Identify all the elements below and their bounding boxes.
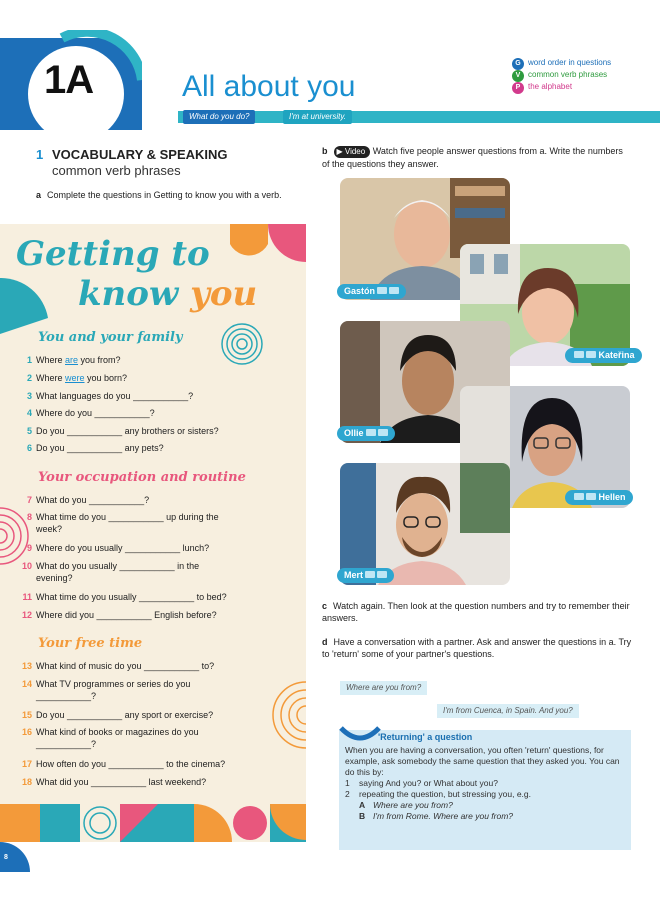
- question-number: 5: [26, 426, 32, 436]
- video-tag-label: Video: [344, 146, 366, 156]
- tip-title: 'Returning' a question: [378, 732, 473, 742]
- question-number: 1: [26, 355, 32, 365]
- group-heading: Your occupation and routine: [38, 470, 246, 485]
- question-text: Do you ___________ any pets?: [36, 443, 164, 453]
- task-label: b: [322, 146, 328, 156]
- question-text: Where: [36, 373, 66, 383]
- question-item: [21, 560, 236, 584]
- question-text: What time do you usually ___________ to bed?: [36, 592, 227, 602]
- example-answer: are: [65, 355, 79, 365]
- task-c: [322, 600, 632, 624]
- question-number: 2: [26, 373, 32, 383]
- card-title: Getting to: [16, 234, 210, 274]
- question-text: What TV programmes or series do you ___________?: [36, 679, 191, 701]
- decorative-tile-strip: [0, 804, 306, 842]
- section-subtitle: common verb phrases: [52, 163, 181, 178]
- speaker-label: B: [359, 811, 366, 821]
- question-item: [26, 407, 155, 419]
- question-text: you born?: [84, 373, 128, 383]
- question-number: 15: [21, 710, 32, 720]
- person-name: Hellen: [598, 492, 626, 502]
- task-text: Watch again. Then look at the question numbers and try to remember their answers.: [322, 601, 630, 623]
- topic-grammar: [512, 58, 652, 67]
- caption-icon: [574, 493, 584, 500]
- question-text: Do you ___________ any brothers or sisters?: [36, 426, 219, 436]
- tip-example-line: [359, 811, 627, 822]
- question-number: 4: [26, 408, 32, 418]
- page-number-tab: [0, 842, 30, 872]
- task-label: a: [36, 190, 42, 200]
- question-number: 14: [21, 679, 32, 689]
- task-b: [322, 145, 632, 170]
- tip-example: [345, 800, 627, 822]
- caption-icon: [378, 429, 388, 436]
- tip-arc-icon: [339, 726, 381, 742]
- card-title-know: know: [78, 274, 179, 314]
- topic-label: common verb phrases: [528, 70, 608, 79]
- question-item: [26, 542, 210, 554]
- task-text: Have a conversation with a partner. Ask and answer the questions in a. Try to 'return' some of your partner's questions.: [322, 637, 632, 659]
- question-text: What languages do you ___________?: [36, 391, 194, 401]
- question-number: 17: [21, 759, 32, 769]
- task-text: Complete the questions in Getting to know you with a verb.: [47, 190, 282, 200]
- topic-label: word order in questions: [528, 58, 612, 67]
- example-text: I'm from Rome. Where are you from?: [373, 811, 514, 821]
- video-tag[interactable]: [334, 146, 371, 158]
- person-name: Mert: [344, 570, 364, 580]
- topics-list: [512, 58, 652, 94]
- question-text: What kind of books or magazines do you ___________?: [36, 727, 199, 749]
- question-item: [22, 591, 227, 603]
- section-number: 1: [36, 147, 44, 162]
- tip-item-text: repeating the question, but stressing you, e.g.: [359, 789, 532, 799]
- tip-item: [345, 789, 627, 800]
- question-item: [21, 678, 221, 702]
- question-number: 10: [21, 561, 32, 571]
- tip-example-line: [359, 800, 627, 811]
- caption-icon: [574, 351, 584, 358]
- task-label: c: [322, 601, 328, 611]
- name-tag-gaston: [337, 284, 406, 299]
- speech-bubble-answer: I'm at university.: [283, 110, 352, 124]
- caption-icon: [586, 493, 596, 500]
- speaker-label: A: [359, 800, 366, 810]
- question-number: 6: [26, 443, 32, 453]
- task-text: Watch five people answer questions from a. Write the numbers of the questions they answer.: [322, 146, 623, 169]
- decorative-circles: [268, 680, 306, 750]
- decorative-shapes: [0, 278, 48, 334]
- caption-icon: [377, 571, 387, 578]
- question-text: What did you ___________ last weekend?: [36, 777, 207, 787]
- question-item: [26, 425, 219, 437]
- question-number: 3: [26, 391, 32, 401]
- tip-text: When you are having a conversation, you often 'return' questions, for example, ask somebody the same question that they asked you. You can do this by:: [345, 745, 620, 777]
- question-text: What time do you ___________ up during the week?: [36, 512, 219, 534]
- question-item: [21, 758, 226, 770]
- question-text: What kind of music do you ___________ to?: [36, 661, 215, 671]
- name-tag-hellen: [565, 490, 633, 505]
- question-item: [26, 442, 164, 454]
- unit-number: 1A: [44, 58, 94, 102]
- decorative-shapes: [230, 224, 306, 264]
- decorative-circles: [220, 322, 264, 366]
- question-text: What do you usually ___________ in the evening?: [36, 561, 200, 583]
- question-item: [26, 354, 121, 366]
- task-d: [322, 636, 632, 660]
- question-item: [26, 494, 150, 506]
- question-item: [21, 776, 207, 788]
- question-number: 7: [26, 495, 32, 505]
- dialogue-question-bubble: Where are you from?: [340, 681, 427, 695]
- grammar-icon: G: [512, 58, 524, 70]
- section-title: VOCABULARY & SPEAKING: [52, 147, 228, 162]
- topic-pronunciation: [512, 82, 652, 91]
- question-item: [26, 511, 236, 535]
- example-answer: were: [65, 373, 85, 383]
- group-heading: You and your family: [38, 330, 183, 345]
- question-text: Where do you ___________?: [36, 408, 155, 418]
- tip-list: [345, 778, 627, 800]
- question-item: [21, 726, 251, 750]
- topic-label: the alphabet: [528, 82, 573, 91]
- name-tag-mert: [337, 568, 394, 583]
- person-photo: [340, 463, 510, 585]
- page-title: All about you: [182, 70, 356, 103]
- example-text: Where are you from?: [373, 800, 453, 810]
- person-name: Gastón: [344, 286, 376, 296]
- question-number: 11: [22, 592, 32, 602]
- tip-body: [345, 745, 627, 822]
- caption-icon: [586, 351, 596, 358]
- group-heading: Your free time: [38, 636, 143, 651]
- question-number: 12: [21, 610, 32, 620]
- tip-item-text: saying And you? or What about you?: [359, 778, 498, 788]
- caption-icon: [377, 287, 387, 294]
- question-item: [21, 660, 215, 672]
- question-number: 16: [21, 727, 32, 737]
- pronunciation-icon: P: [512, 82, 524, 94]
- name-tag-katerina: [565, 348, 642, 363]
- tip-item-number: 1: [345, 778, 350, 788]
- question-item: [26, 390, 194, 402]
- question-text: Where did you ___________ English before?: [36, 610, 217, 620]
- name-tag-ollie: [337, 426, 395, 441]
- photo-mert: [340, 463, 510, 585]
- caption-icon: [365, 571, 375, 578]
- card-title-2: [78, 276, 257, 312]
- play-icon: ▶: [336, 146, 345, 156]
- question-item: [21, 709, 214, 721]
- question-number: 13: [21, 661, 32, 671]
- vocabulary-icon: V: [512, 70, 524, 82]
- question-text: Where do you usually ___________ lunch?: [36, 543, 210, 553]
- dialogue-answer-bubble: I'm from Cuenca, in Spain. And you?: [437, 704, 579, 718]
- question-text: How often do you ___________ to the cinema?: [36, 759, 226, 769]
- question-text: Do you ___________ any sport or exercise?: [36, 710, 214, 720]
- tip-item: [345, 778, 627, 789]
- question-item: [26, 372, 128, 384]
- card-title-you: you: [190, 274, 258, 314]
- task-a: [36, 189, 306, 201]
- question-text: Where: [36, 355, 66, 365]
- tip-item-number: 2: [345, 789, 350, 799]
- caption-icon: [366, 429, 376, 436]
- person-name: Kateřina: [598, 350, 635, 360]
- person-name: Ollie: [344, 428, 364, 438]
- question-number: 8: [26, 512, 32, 522]
- page-number: 8: [4, 854, 8, 861]
- speech-bubble-question: What do you do?: [183, 110, 255, 124]
- topic-vocabulary: [512, 70, 652, 79]
- caption-icon: [389, 287, 399, 294]
- question-item: [21, 609, 217, 621]
- getting-to-know-you-card: [0, 224, 306, 842]
- question-number: 9: [26, 543, 32, 553]
- question-text: you from?: [78, 355, 121, 365]
- task-label: d: [322, 637, 328, 647]
- question-number: 18: [21, 777, 32, 787]
- question-text: What do you ___________?: [36, 495, 150, 505]
